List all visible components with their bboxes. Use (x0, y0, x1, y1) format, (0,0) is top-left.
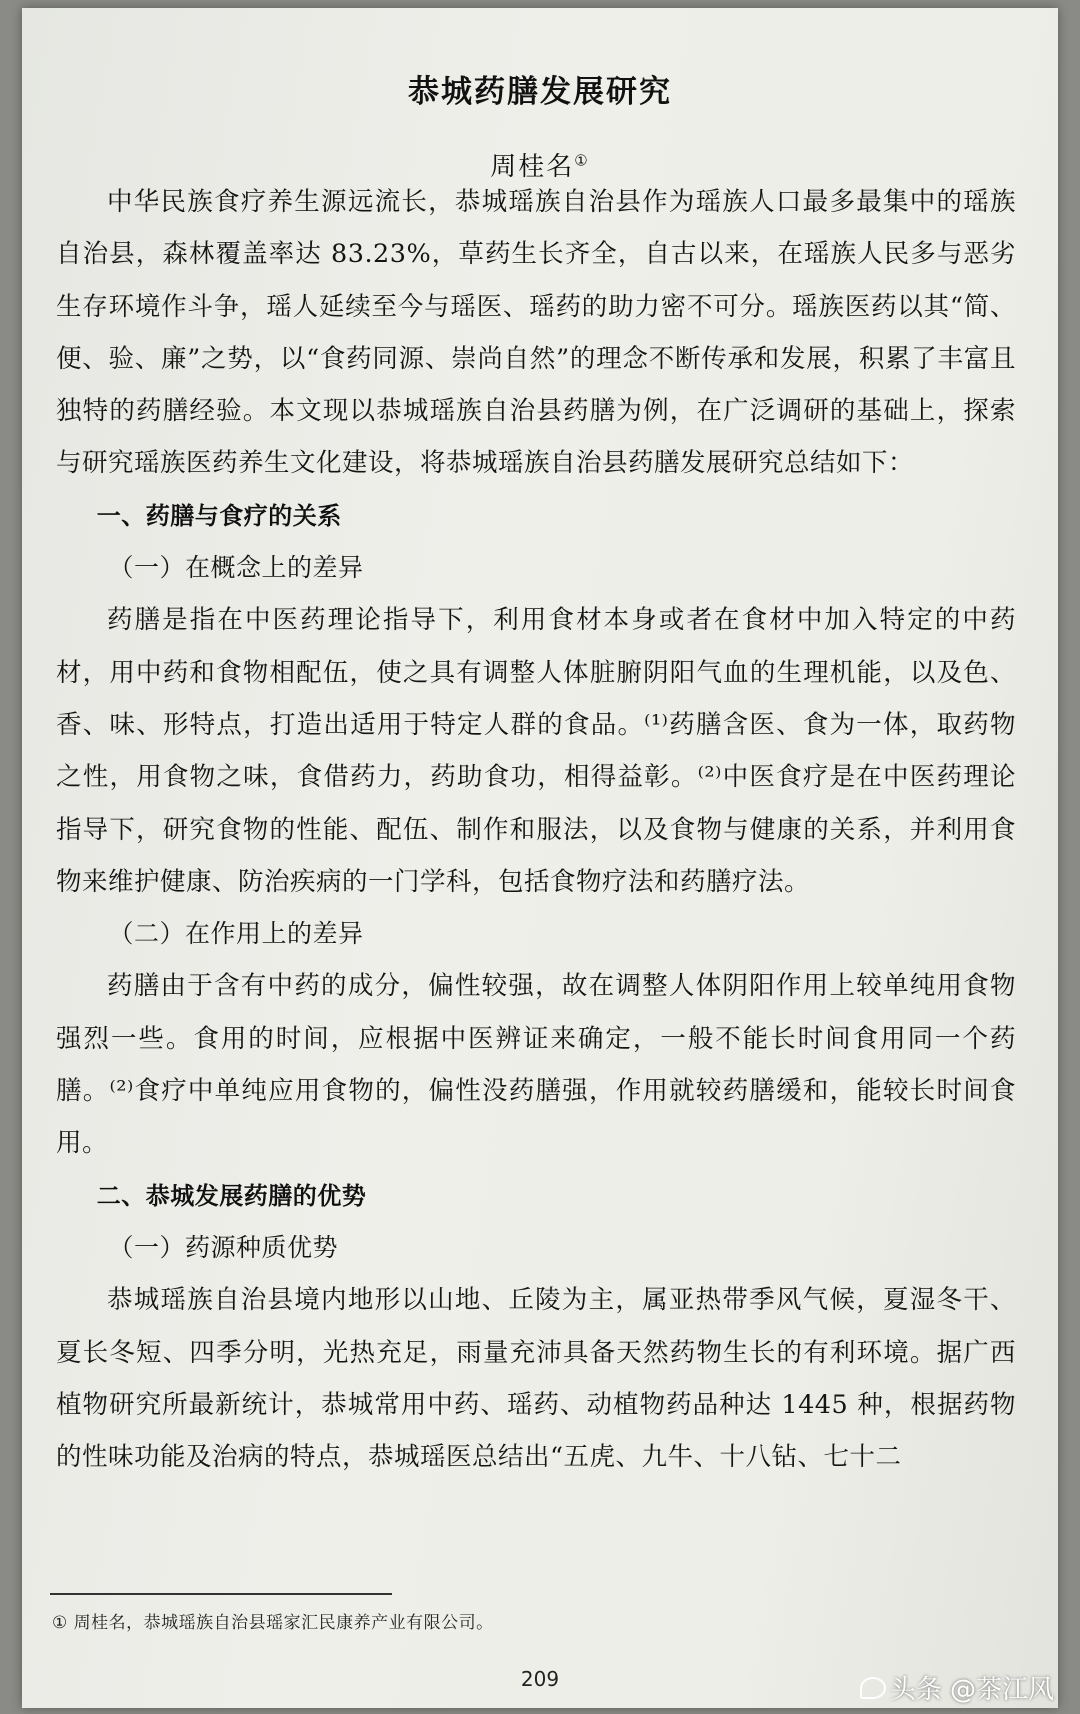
author-footnote-mark: ① (574, 151, 590, 170)
subsection-heading-1-2: （二）在作用上的差异 (108, 919, 364, 949)
watermark-text: 头条 @茶江风 (889, 1675, 1054, 1705)
article-title: 恭城药膳发展研究 (408, 74, 672, 110)
source-paragraph: 恭城瑶族自治县境内地形以山地、丘陵为主，属亚热带季风气候，夏湿冬干、夏长冬短、四季分明，光热充足，雨量充沛具备天然药物生长的有利环境。据广西植物研究所最新统计，恭城常用中药、瑶药、动植物药品种达 1445 种，根据药物的性味功能及治病的特点，恭城瑶医总结出“五虎、九牛、十八钻、七十二 (56, 1285, 1016, 1473)
book-page (22, 8, 1058, 1708)
concept-paragraph: 药膳是指在中医药理论指导下，利用食材本身或者在食材中加入特定的中药材，用中药和食物相配伍，使之具有调整人体脏腑阴阳气血的生理机能，以及色、香、味、形特点，打造出适用于特定人群的食品。⁽¹⁾药膳含医、食为一体，取药物之性，用食物之味，食借药力，药助食功，相得益彰。⁽²⁾中医食疗是在中医药理论指导下，研究食物的性能、配伍、制作和服法，以及食物与健康的关系，并利用食物来维护健康、防治疾病的一门学科，包括食物疗法和药膳疗法。 (56, 605, 1016, 897)
author-name: 周桂名 (490, 152, 575, 182)
article-body (56, 176, 1016, 1483)
watermark (860, 1669, 1054, 1706)
subsection-heading-2-1: （一）药源种质优势 (108, 1232, 339, 1262)
chat-bubble-icon (860, 1677, 886, 1699)
section-heading-1: 一、药膳与食疗的关系 (96, 501, 342, 530)
section-heading-2: 二、恭城发展药膳的优势 (96, 1181, 367, 1210)
footnote-divider (50, 1593, 392, 1595)
intro-paragraph: 中华民族食疗养生源远流长，恭城瑶族自治县作为瑶族人口最多最集中的瑶族自治县，森林覆盖率达 83.23%，草药生长齐全，自古以来，在瑶族人民多与恶劣生存环境作斗争，瑶人延续至今与瑶医、瑶药的助力密不可分。瑶族医药以其“简、便、验、廉”之势，以“食药同源、崇尚自然”的理念不断传承和发展，积累了丰富且独特的药膳经验。本文现以恭城瑶族自治县药膳为例，在广泛调研的基础上，探索与研究瑶族医药养生文化建设，将恭城瑶族自治县药膳发展研究总结如下： (56, 187, 1016, 479)
effect-paragraph: 药膳由于含有中药的成分，偏性较强，故在调整人体阴阳作用上较单纯用食物强烈一些。食用的时间，应根据中医辨证来确定，一般不能长时间食用同一个药膳。⁽²⁾食疗中单纯应用食物的，偏性没药膳强，作用就较药膳缓和，能较长时间食用。 (56, 971, 1016, 1159)
footnote: ① 周桂名，恭城瑶族自治县瑶家汇民康养产业有限公司。 (52, 1613, 494, 1633)
subsection-heading-1-1: （一）在概念上的差异 (108, 553, 364, 583)
page-number: 209 (520, 1667, 560, 1691)
